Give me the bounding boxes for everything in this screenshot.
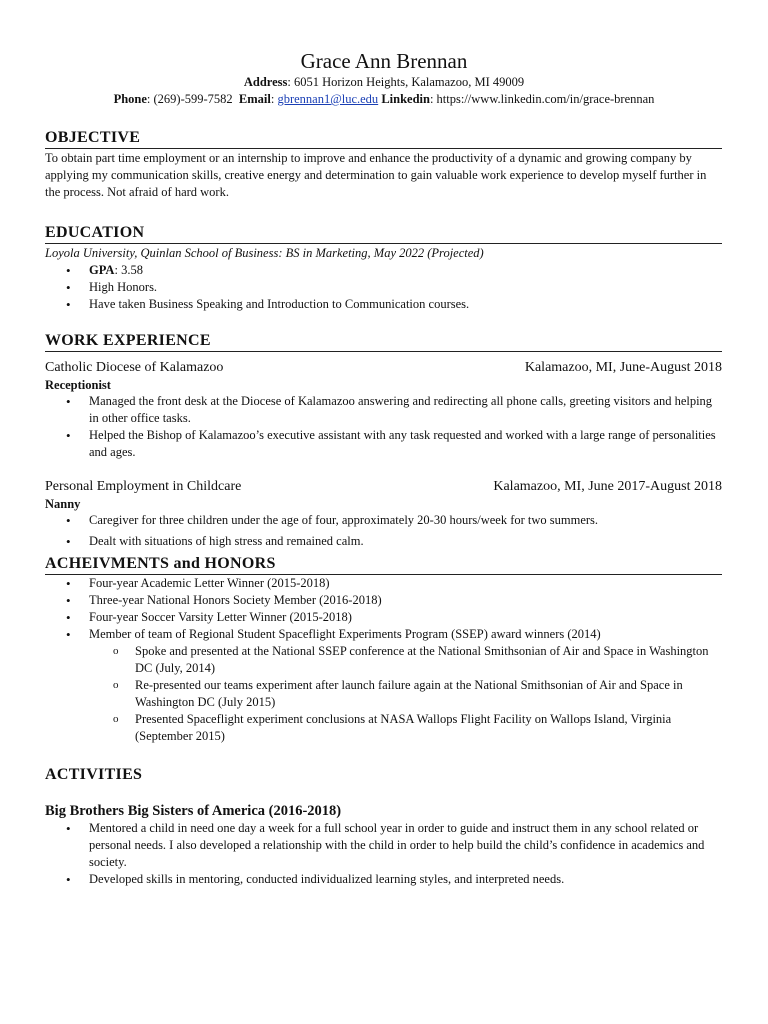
honors-list <box>45 575 722 643</box>
work-title: WORK EXPERIENCE <box>45 331 722 352</box>
job-org: Personal Employment in Childcare <box>45 479 242 494</box>
list-item: • Member of team of Regional Student Spaceflight Experiments Program (SSEP) award winners (2014) <box>45 626 722 643</box>
email-link[interactable]: gbrennan1@luc.edu <box>277 92 379 106</box>
address-line <box>0 74 768 91</box>
resume-header <box>0 48 768 108</box>
honors-sublist <box>45 643 722 745</box>
sub-list-item: o Spoke and presented at the National SSEP conference at the National Smithsonian of Air and Space in Washington DC (July, 2014) <box>45 643 722 677</box>
linkedin-value: : https://www.linkedin.com/in/grace-brennan <box>429 92 655 106</box>
sub-list-item: o Re-presented our teams experiment after launch failure again at the National Smithsonian of Air and Space in Washington DC (July 2015) <box>45 677 722 711</box>
job-header <box>45 478 722 496</box>
list-item: • Caregiver for three children under the age of four, approximately 20-30 hours/week for two summers. <box>45 512 722 529</box>
work-section <box>45 331 722 550</box>
job-duties <box>45 512 722 550</box>
activities-title: ACTIVITIES <box>45 766 143 783</box>
list-item: • High Honors. <box>45 279 722 296</box>
job-header <box>45 359 722 377</box>
objective-text: To obtain part time employment or an internship to improve and enhance the productivity of a dynamic and growing company by applying my communication skills, creative energy and determination to gain valuable work experience to develop myself further in the process. Not afraid of hard work. <box>45 151 707 199</box>
job-duties <box>45 393 722 461</box>
list-item: • Four-year Academic Letter Winner (2015-2018) <box>45 575 722 592</box>
contact-line <box>0 91 768 108</box>
list-item: • Four-year Soccer Varsity Letter Winner (2015-2018) <box>45 609 722 626</box>
email-label: Email <box>238 92 271 106</box>
sub-list-item: o Presented Spaceflight experiment conclusions at NASA Wallops Flight Facility on Wallops Island, Virginia (September 2015) <box>45 711 722 745</box>
linkedin-label: Linkedin <box>381 92 430 106</box>
education-school: Loyola University, Quinlan School of Business: BS in Marketing, May 2022 (Projected) <box>45 246 484 260</box>
objective-title: OBJECTIVE <box>45 128 722 149</box>
phone-value: : (269)-599-7582 <box>146 92 233 106</box>
list-item: • Helped the Bishop of Kalamazoo’s executive assistant with any task requested and worked with a large range of personalities and ages. <box>45 427 722 461</box>
candidate-name: Grace Ann Brennan <box>300 49 468 73</box>
activity-org: Big Brothers Big Sisters of America (2016-2018) <box>45 803 342 819</box>
phone-label: Phone <box>113 92 147 106</box>
job-role: Nanny <box>45 497 81 511</box>
list-item: • Dealt with situations of high stress and remained calm. <box>45 533 722 550</box>
address-label: Address <box>243 75 288 89</box>
education-list <box>45 262 722 313</box>
list-item: • Managed the front desk at the Diocese of Kalamazoo answering and redirecting all phone calls, greeting visitors and helping in other office tasks. <box>45 393 722 427</box>
job-location-dates: Kalamazoo, MI, June 2017-August 2018 <box>493 479 722 494</box>
list-item: • Mentored a child in need one day a week for a full school year in order to guide and instruct them in any school related or personal needs. I also developed a relationship with the child in order to help build the child’s confidence in academics and society. <box>45 820 722 871</box>
education-title: EDUCATION <box>45 223 722 244</box>
activity-list <box>45 820 722 888</box>
email-separator: : <box>270 92 278 106</box>
honors-title: ACHEIVMENTS and HONORS <box>45 554 722 575</box>
job-org: Catholic Diocese of Kalamazoo <box>45 360 224 375</box>
address-value: : 6051 Horizon Heights, Kalamazoo, MI 49009 <box>287 75 525 89</box>
list-item <box>45 262 722 279</box>
honors-section <box>45 554 722 745</box>
list-item: • Three-year National Honors Society Member (2016-2018) <box>45 592 722 609</box>
education-section <box>45 223 722 313</box>
job-location-dates: Kalamazoo, MI, June-August 2018 <box>524 360 722 375</box>
list-item: • Developed skills in mentoring, conducted individualized learning styles, and interpreted needs. <box>45 871 722 888</box>
gpa-label: GPA <box>89 263 115 277</box>
gpa-value: : 3.58 <box>114 263 143 277</box>
list-item: • Have taken Business Speaking and Introduction to Communication courses. <box>45 296 722 313</box>
objective-section <box>45 128 722 201</box>
job-role: Receptionist <box>45 378 111 392</box>
activities-section <box>45 765 722 888</box>
